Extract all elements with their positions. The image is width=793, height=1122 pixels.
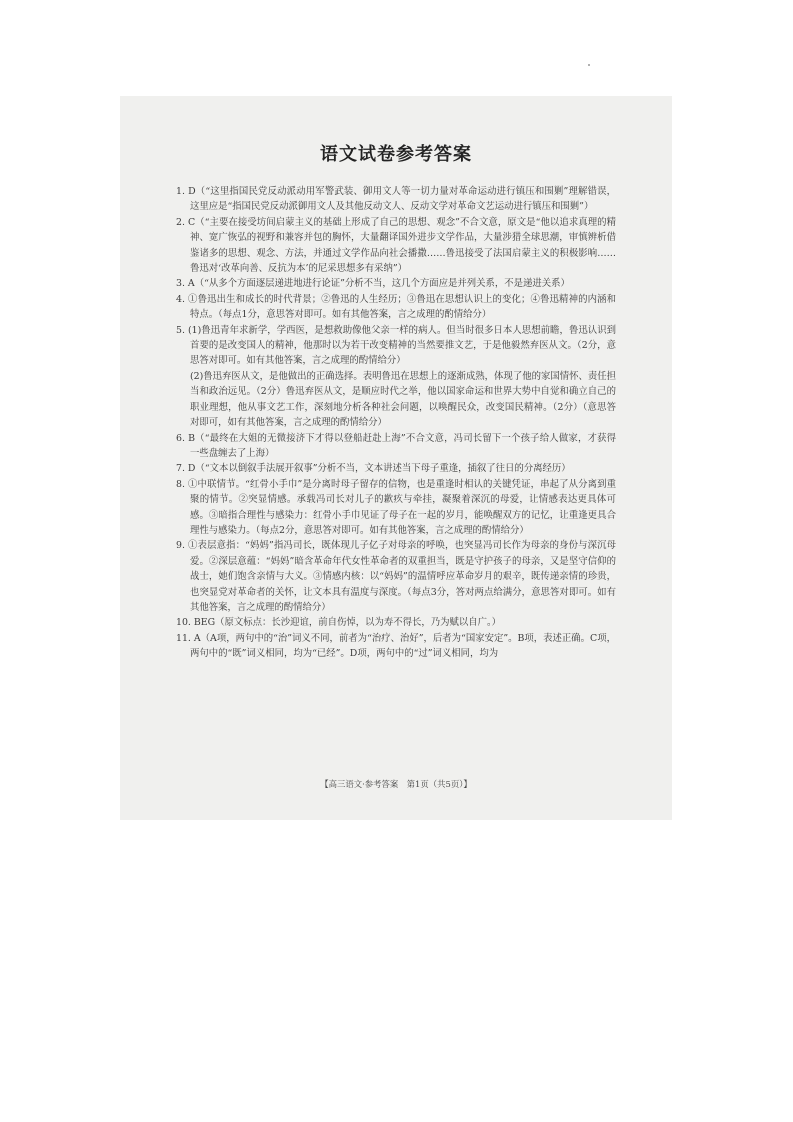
answer-item: 6. B（“最终在大姐的无微接济下才得以登船赶赴上海”不合文意，冯司长留下一个孩子给人做家，才获得一些盘缠去了上海） — [176, 432, 616, 459]
answer-item: 9. ①表层意指：“妈妈”指冯司长，既体现儿子亿子对母亲的呼唤，也突显冯司长作为母亲的身份与深沉母爱。②深层意蕴：“妈妈”暗含革命年代女性革命者的双重担当，既是守护孩子的母亲，又是坚守信仰的战士，她们饱含亲情与大义。③情感内核：以“妈妈”的温情呼应革命岁月的艰辛，既传递亲情的珍贵，也突显党对革命者的关怀，让文本具有温度与深度。（每点3分，答对两点给满分，意思答对即可。如有其他答案，言之成理的酌情给分） — [176, 540, 616, 613]
answer-item: 2. C（“主要在接受坊间启蒙主义的基础上形成了自己的思想、观念”不合文意，原文是“他以追求真理的精神、宽广恢弘的视野和兼容并包的胸怀，大量翻译国外进步文学作品，大量涉猎全球思潮，审慎辨析借鉴诸多的思想、观念、方法，并通过文学作品向社会播撒……鲁迅接受了法国启蒙主义的积极影响……鲁迅对‘改革向善、反抗为本’的尼采思想多有采纳”） — [176, 216, 616, 275]
page-title: 语文试卷参考答案 — [320, 144, 472, 165]
scan-speck — [588, 64, 590, 66]
answer-item: 11. A（A项，两句中的“治”词义不同，前者为“治疗、治好”，后者为“国家安定”。B项，表述正确。C项，两句中的“既”词义相同，均为“已经”。D项，两句中的“过”词义相同，均为 — [176, 632, 616, 660]
answer-list — [176, 184, 616, 662]
answer-item: (2)鲁迅弃医从文，是他做出的正确选择。表明鲁迅在思想上的逐渐成熟，体现了他的家国情怀、责任担当和政治远见。（2分）鲁迅弃医从文，是顺应时代之举，他以国家命运和世界大势中自觉和确立自己的职业理想，他从事文艺工作，深刻地分析各种社会问题，以唤醒民众，改变国民精神。（2分）（意思答对即可，如有其他答案，言之成理的酌情给分） — [190, 370, 616, 429]
answer-item: 5. (1)鲁迅青年求新学，学西医，是想救助像他父亲一样的病人。但当时很多日本人思想前瞻，鲁迅认识到首要的是改变国人的精神，他那时以为若干改变精神的当然要推文艺，于是他毅然弃医从文。（2分，意思答对即可。如有其他答案，言之成理的酌情给分） — [176, 324, 616, 367]
answer-item: 10. BEG（原文标点：长沙迎谊，前自伤悼，以为寿不得长，乃为赋以自广。） — [176, 617, 502, 629]
answer-item: 3. A（“从多个方面逐层递进地进行论证”分析不当，这几个方面应是并列关系，不是递进关系） — [176, 278, 570, 290]
answer-item: 7. D（“文本以倒叙手法展开叙事”分析不当，文本讲述当下母子重逢，插叙了往日的分离经历） — [176, 463, 571, 475]
answer-sheet-scan — [120, 96, 672, 820]
page-footer: 【高三语文·参考答案 第1页（共5页）】 — [320, 779, 472, 789]
answer-item: 8. ①中联情节。“红骨小手巾”是分离时母子留存的信物，也是重逢时相认的关键凭证，串起了从分离到重聚的情节。②突显情感。承载冯司长对儿子的歉疚与牵挂，凝聚着深沉的母爱，让情感表达更具体可感。③暗指合理性与感染力：红骨小手巾见证了母子在一起的岁月，能唤醒双方的记忆，让重逢更具合理性与感染力。（每点2分，意思答对即可。如有其他答案，言之成理的酌情给分） — [176, 478, 616, 536]
answer-item: 1. D（“这里指国民党反动派动用军警武装、御用文人等一切力量对革命运动进行镇压和围剿”理解错误，这里应是“指国民党反动派御用文人及其他反动文人、反动文学对革命文艺运动进行镇压和围剿”） — [176, 186, 616, 213]
answer-item: 4. ①鲁迅出生和成长的时代背景；②鲁迅的人生经历；③鲁迅在思想认识上的变化；④鲁迅精神的内涵和特点。（每点1分，意思答对即可。如有其他答案，言之成理的酌情给分） — [176, 293, 616, 321]
